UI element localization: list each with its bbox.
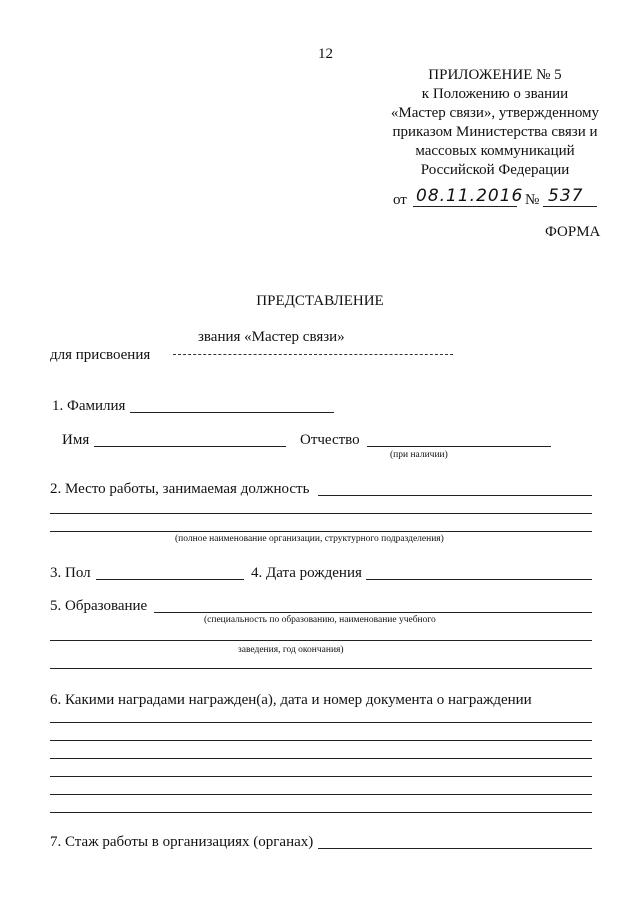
workplace-field-line-2[interactable] <box>50 513 592 514</box>
awards-field-line-1[interactable] <box>50 722 592 723</box>
name-field[interactable] <box>94 446 286 447</box>
awards-field-line-6[interactable] <box>50 812 592 813</box>
order-date: 08.11.2016 <box>416 186 524 206</box>
appendix-line: ПРИЛОЖЕНИЕ № 5 <box>428 67 562 83</box>
award-label: для присвоения <box>50 347 151 363</box>
patronymic-label: Отчество <box>300 432 360 448</box>
workplace-label: 2. Место работы, занимаемая должность <box>50 481 310 497</box>
education-label: 5. Образование <box>50 598 148 614</box>
document-title: ПРЕДСТАВЛЕНИЕ <box>256 293 384 309</box>
education-field[interactable] <box>154 612 592 613</box>
patronymic-field[interactable] <box>367 446 551 447</box>
education-field-line-3[interactable] <box>50 668 592 669</box>
appendix-line: приказом Министерства связи и <box>392 124 598 140</box>
awards-field-line-4[interactable] <box>50 776 592 777</box>
appendix-line: «Мастер связи», утвержденному <box>390 105 600 121</box>
workplace-field[interactable] <box>318 495 592 496</box>
birthdate-field[interactable] <box>366 579 592 580</box>
order-date-line <box>413 206 517 207</box>
appendix-header <box>370 66 620 180</box>
education-note-2: заведения, год окончания) <box>238 645 344 655</box>
award-dashed-line <box>173 354 453 355</box>
order-number-line <box>543 206 597 207</box>
forma-label: ФОРМА <box>545 224 601 240</box>
workplace-field-line-3[interactable] <box>50 531 592 532</box>
award-title-text: звания «Мастер связи» <box>198 329 345 345</box>
birthdate-label: 4. Дата рождения <box>251 565 362 581</box>
appendix-line: к Положению о звании <box>421 86 569 102</box>
experience-label: 7. Стаж работы в организациях (органах) <box>50 834 314 850</box>
awards-field-line-3[interactable] <box>50 758 592 759</box>
education-note-1: (специальность по образованию, наименование учебного <box>204 615 436 625</box>
appendix-line: массовых коммуникаций <box>415 143 575 159</box>
order-number-label: № <box>525 192 540 208</box>
order-number: 537 <box>548 186 584 206</box>
patronymic-note: (при наличии) <box>390 450 448 460</box>
surname-field[interactable] <box>130 412 334 413</box>
awards-field-line-5[interactable] <box>50 794 592 795</box>
appendix-line: Российской Федерации <box>420 162 570 178</box>
experience-field[interactable] <box>318 848 592 849</box>
surname-label: 1. Фамилия <box>52 398 126 414</box>
name-label: Имя <box>62 432 90 448</box>
workplace-note: (полное наименование организации, структурного подразделения) <box>175 534 444 544</box>
sex-field[interactable] <box>96 579 244 580</box>
awards-label: 6. Какими наградами награжден(а), дата и номер документа о награждении <box>50 692 532 708</box>
order-ot-label: от <box>393 192 407 208</box>
page-number: 12 <box>318 46 333 62</box>
awards-field-line-2[interactable] <box>50 740 592 741</box>
sex-label: 3. Пол <box>50 565 91 581</box>
education-field-line-2[interactable] <box>50 640 592 641</box>
